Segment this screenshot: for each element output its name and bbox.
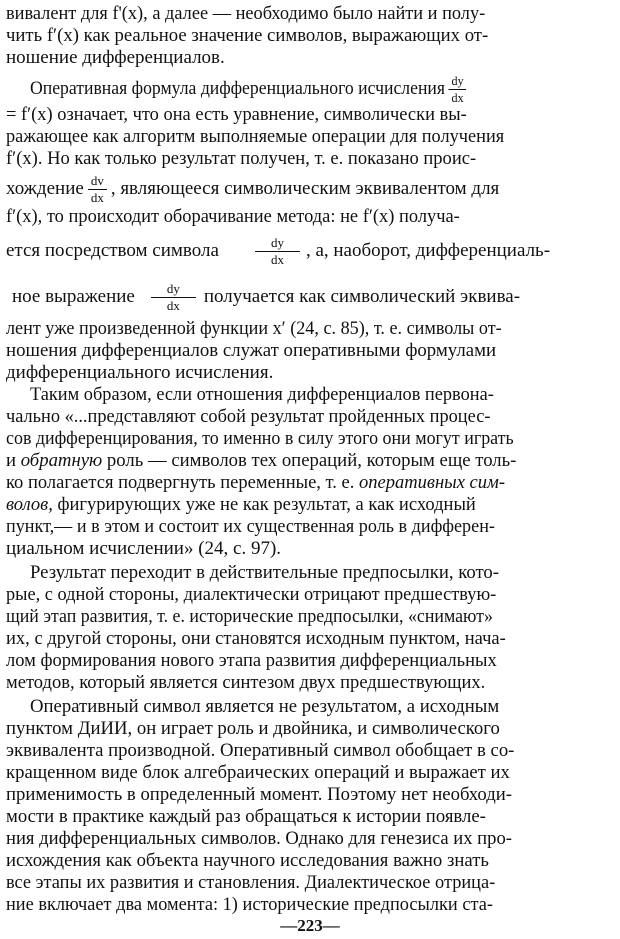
text-line — [6, 236, 550, 267]
line-text: , а, наоборот, дифференциаль- — [305, 239, 551, 261]
text-line: пунктом ДиИИ, он играет роль и двойника, и символического — [6, 718, 500, 739]
text-line: чить f′(x) как реальное значение символов, выражающих от- — [6, 25, 489, 46]
text-line: вивалент для f'(x), а далее — необходимо было найти и полу- — [6, 3, 486, 24]
fraction-numerator: dy — [449, 74, 467, 90]
text-line: ношения дифференциалов служат оперативными формулами — [6, 340, 497, 361]
line-text: , являющееся символическим эквивалентом для — [110, 177, 500, 199]
text-line: дифференциального исчисления. — [6, 362, 274, 383]
line-text: хождение — [6, 177, 84, 199]
text-line: эквивалента производной. Оперативный символ обобщает в со- — [6, 740, 515, 761]
italic-term: оперативных сим- — [359, 472, 506, 493]
fraction-dy-dx — [449, 74, 467, 105]
line-text: ко полагается подвергнуть переменные, т. е. — [6, 472, 355, 493]
text-line: применимость в определенный момент. Поэтому нет необходи- — [6, 784, 513, 805]
text-line — [6, 494, 476, 516]
text-line: ния дифференциальных символов. Однако для генезиса их про- — [6, 828, 512, 849]
fraction-denominator: dx — [270, 252, 284, 267]
text-line: = f′(x) означает, что она есть уравнение, символически вы- — [6, 104, 467, 125]
text-line: лом формирования нового этапа развития дифференциальных — [6, 650, 497, 671]
fraction-numerator: dv — [88, 174, 107, 190]
text-line: кращенном виде блок алгебраических операций и выражает их — [6, 762, 510, 783]
text-line — [6, 450, 516, 472]
line-text: ется посредством символа — [6, 239, 219, 261]
line-text: фигурирующих уже не как результат, а как исходный — [57, 494, 476, 515]
text-line: мости в практике каждый раз обращаться к истории появле- — [6, 806, 486, 827]
text-line: щий этап развития, т. е. исторические предпосылки, «снимают» — [6, 606, 493, 627]
text-line: исхождения как объекта научного исследования важно знать — [6, 850, 489, 871]
fraction-dv-dx — [88, 174, 107, 205]
text-line: рые, с одной стороны, диалектически отрицают предшествую- — [6, 584, 497, 605]
fraction-denominator: dx — [90, 190, 104, 205]
text-line: лент уже произведенной функции x′ (24, с. 85), т. е. символы от- — [6, 318, 502, 339]
text-line: ношение дифференциалов. — [6, 47, 225, 68]
text-line: пункт,— и в этом и состоит их существенная роль в дифферен- — [6, 516, 495, 537]
text-line: Результат переходит в действительные предпосылки, кото- — [30, 562, 499, 583]
text-line — [30, 74, 470, 105]
line-text: получается как символический эквива- — [203, 285, 521, 307]
text-line: f′(x), то происходит оборачивание метода: не f′(x) получа- — [6, 206, 460, 227]
text-line: методов, который является синтезом двух предшествующих. — [6, 672, 486, 693]
fraction-dy-dx — [151, 282, 196, 313]
line-text: и — [6, 450, 17, 471]
text-line: их, с другой стороны, они становятся исходным пунктом, нача- — [6, 628, 506, 649]
fraction-denominator: dx — [451, 90, 464, 105]
text-line: ражающее как алгоритм выполняемые операции для получения — [6, 126, 505, 147]
text-line: ние включает два момента: 1) исторические предпосылки ста- — [6, 894, 493, 915]
text-line: чально «...представляют собой результат пройденных процес- — [6, 406, 491, 427]
fraction-dy-dx — [255, 236, 300, 267]
text-line: все этапы их развития и становления. Диалектическое отрица- — [6, 872, 496, 893]
text-line — [6, 472, 505, 494]
fraction-numerator: dy — [151, 282, 196, 298]
source-line — [0, 0, 1, 1]
fraction-denominator: dx — [166, 298, 180, 313]
text-line: f′(x). Но как только результат получен, т. е. показано проис- — [6, 148, 477, 169]
page-number: —223— — [280, 916, 340, 935]
line-text: Оперативная формула дифференциального исчисления — [30, 77, 446, 99]
text-line — [6, 174, 499, 205]
fraction-numerator: dy — [255, 236, 300, 252]
text-line: циальном исчислении» (24, с. 97). — [6, 538, 282, 559]
text-line: Оперативный символ является не результатом, а исходным — [30, 696, 500, 717]
line-text: ное выражение — [12, 285, 135, 307]
italic-term: волов, — [6, 494, 53, 515]
italic-term: обратную — [20, 450, 103, 471]
line-text: роль — символов тех операций, которым еще толь- — [106, 450, 517, 471]
text-line — [12, 282, 520, 313]
text-line: сов дифференцирования, то именно в силу этого они могут играть — [6, 428, 514, 449]
text-line: Таким образом, если отношения дифференциалов первона- — [30, 384, 494, 405]
